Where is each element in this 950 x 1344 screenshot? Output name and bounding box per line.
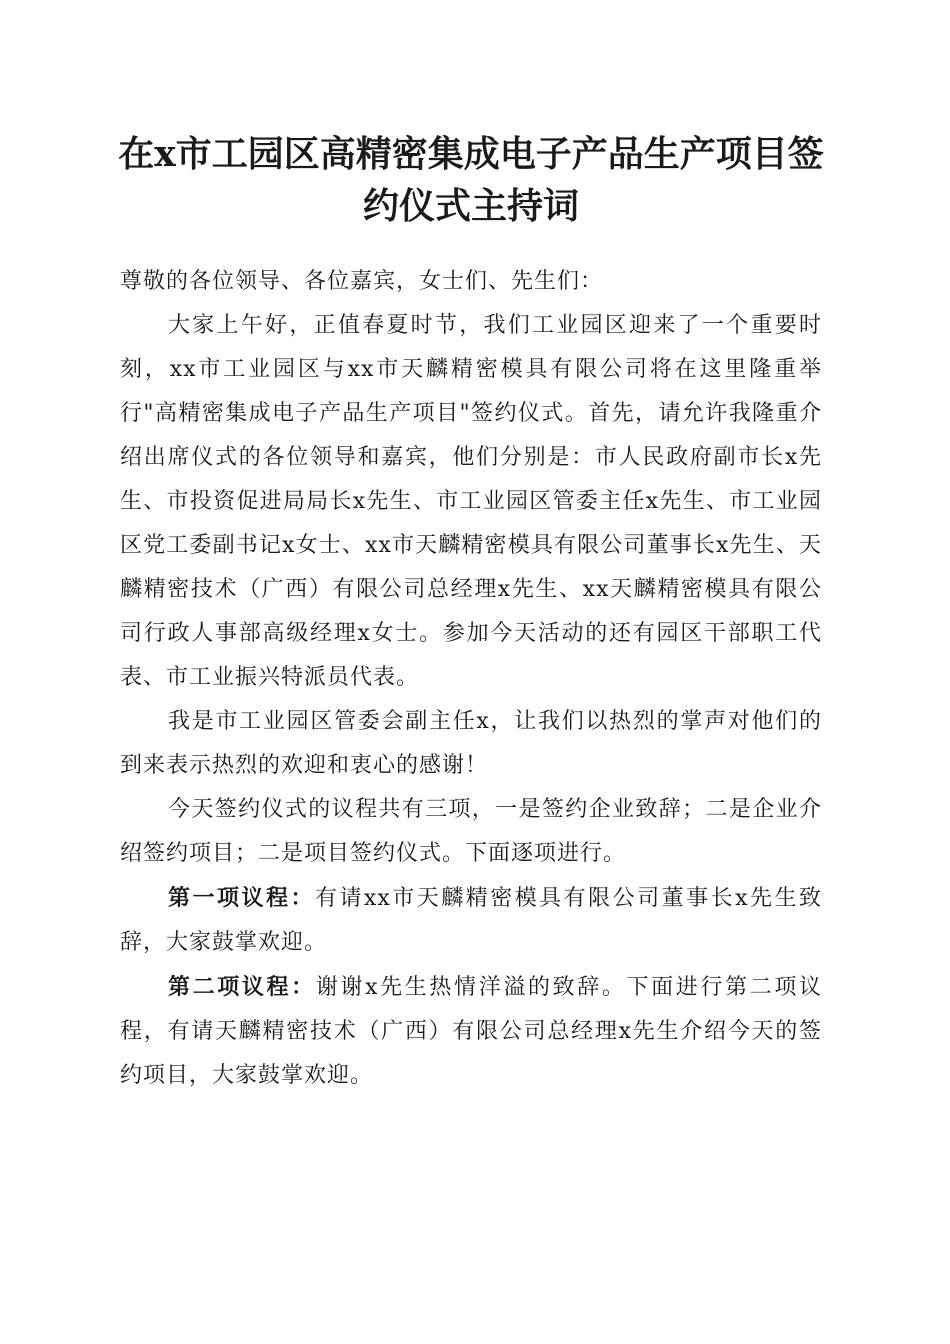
agenda-item-2-lead: 第二项议程： [168, 974, 316, 1000]
agenda-item-1 [120, 876, 822, 965]
agenda-item-1-text: 有请xx市天麟精密模具有限公司董事长x先生致辞，大家鼓掌欢迎。 [120, 886, 822, 955]
document-title [110, 128, 832, 232]
title-line-2: 约仪式主持词 [362, 185, 579, 227]
agenda-item-2-text: 谢谢x先生热情洋溢的致辞。下面进行第二项议程，有请天麟精密技术（广西）有限公司总经理x先生介绍今天的签约项目，大家鼓掌欢迎。 [120, 975, 822, 1088]
title-line-1: 在x市工园区高精密集成电子产品生产项目签 [118, 133, 824, 175]
salutation: 尊敬的各位领导、各位嘉宾，女士们、先生们： [120, 269, 604, 294]
agenda-item-1-lead: 第一项议程： [168, 885, 315, 911]
paragraph-agenda-overview: 今天签约仪式的议程共有三项，一是签约企业致辞；二是企业介绍签约项目；二是项目签约仪式。下面逐项进行。 [120, 797, 822, 866]
paragraph-opening: 大家上午好，正值春夏时节，我们工业园区迎来了一个重要时刻，xx市工业园区与xx市天麟精密模具有限公司将在这里隆重举行"高精密集成电子产品生产项目"签约仪式。首先，请允许我隆重介绍出席仪式的各位领导和嘉宾，他们分别是：市人民政府副市长x先生、市投资促进局局长x先生、市工业园区管委主任x先生、市工业园区党工委副书记x女士、xx市天麟精密模具有限公司董事长x先生、天麟精密技术（广西）有限公司总经理x先生、xx天麟精密模具有限公司行政人事部高级经理x女士。参加今天活动的还有园区干部职工代表、市工业振兴特派员代表。 [120, 313, 822, 690]
agenda-item-2 [120, 965, 822, 1098]
document-page [120, 128, 822, 1098]
paragraph-host-intro: 我是市工业园区管委会副主任x，让我们以热烈的掌声对他们的到来表示热烈的欢迎和衷心的感谢！ [120, 709, 822, 778]
